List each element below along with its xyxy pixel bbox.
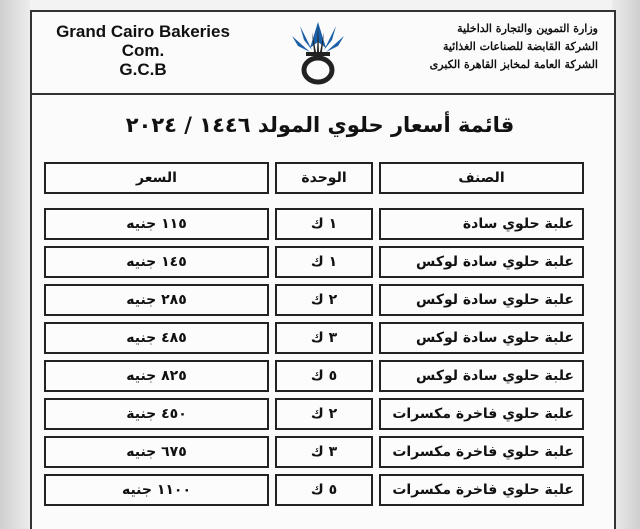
row-unit: ٣ ك: [275, 322, 373, 354]
table-row: [44, 434, 584, 472]
company-name-english: [38, 22, 248, 79]
row-price: ٦٧٥ جنيه: [44, 436, 269, 468]
ministry-line-1: وزارة التموين والتجارة الداخلية: [457, 22, 598, 35]
row-price: ٢٨٥ جنيه: [44, 284, 269, 316]
ministry-line-2: الشركة القابضة للصناعات الغذائية: [442, 40, 598, 53]
row-price: ٤٥٠ جنية: [44, 398, 269, 430]
table-row: [44, 472, 584, 510]
row-price: ١١٥ جنيه: [44, 208, 269, 240]
header-item: الصنف: [379, 162, 584, 194]
row-unit: ١ ك: [275, 246, 373, 278]
row-unit: ٣ ك: [275, 436, 373, 468]
table-row: [44, 320, 584, 358]
table-row: [44, 206, 584, 244]
header-unit: الوحدة: [275, 162, 373, 194]
table-row: [44, 396, 584, 434]
price-table: [44, 160, 584, 510]
row-item: علبة حلوي فاخرة مكسرات: [379, 436, 584, 468]
table-row: [44, 358, 584, 396]
page-title: قائمة أسعار حلوي المولد ١٤٤٦ / ٢٠٢٤: [125, 113, 515, 137]
wheat-ring-logo-icon: [288, 18, 348, 86]
row-item: علبة حلوي سادة لوكس: [379, 284, 584, 316]
header-price: السعر: [44, 162, 269, 194]
row-price: ٤٨٥ جنيه: [44, 322, 269, 354]
row-price: ١١٠٠ جنيه: [44, 474, 269, 506]
table-header-row: [44, 160, 584, 198]
company-name-line-2: Com.: [121, 41, 165, 60]
row-unit: ٢ ك: [275, 284, 373, 316]
ministry-line-3: الشركة العامة لمخابز القاهرة الكبرى: [429, 58, 598, 71]
row-item: علبة حلوي سادة لوكس: [379, 322, 584, 354]
row-item: علبة حلوي سادة لوكس: [379, 246, 584, 278]
header-divider: [30, 93, 614, 95]
row-unit: ٢ ك: [275, 398, 373, 430]
table-row: [44, 244, 584, 282]
row-price: ٨٢٥ جنيه: [44, 360, 269, 392]
page-edge-right: [612, 0, 640, 529]
row-item: علبة حلوي سادة لوكس: [379, 360, 584, 392]
row-item: علبة حلوي سادة: [379, 208, 584, 240]
table-row: [44, 282, 584, 320]
row-item: علبة حلوي فاخرة مكسرات: [379, 398, 584, 430]
row-price: ١٤٥ جنيه: [44, 246, 269, 278]
row-unit: ٥ ك: [275, 360, 373, 392]
row-unit: ١ ك: [275, 208, 373, 240]
company-name-line-1: Grand Cairo Bakeries: [56, 22, 230, 41]
page-edge-left: [0, 0, 30, 529]
row-unit: ٥ ك: [275, 474, 373, 506]
row-item: علبة حلوي فاخرة مكسرات: [379, 474, 584, 506]
company-name-line-3: G.C.B: [119, 60, 167, 79]
ministry-header-arabic: [398, 20, 598, 74]
